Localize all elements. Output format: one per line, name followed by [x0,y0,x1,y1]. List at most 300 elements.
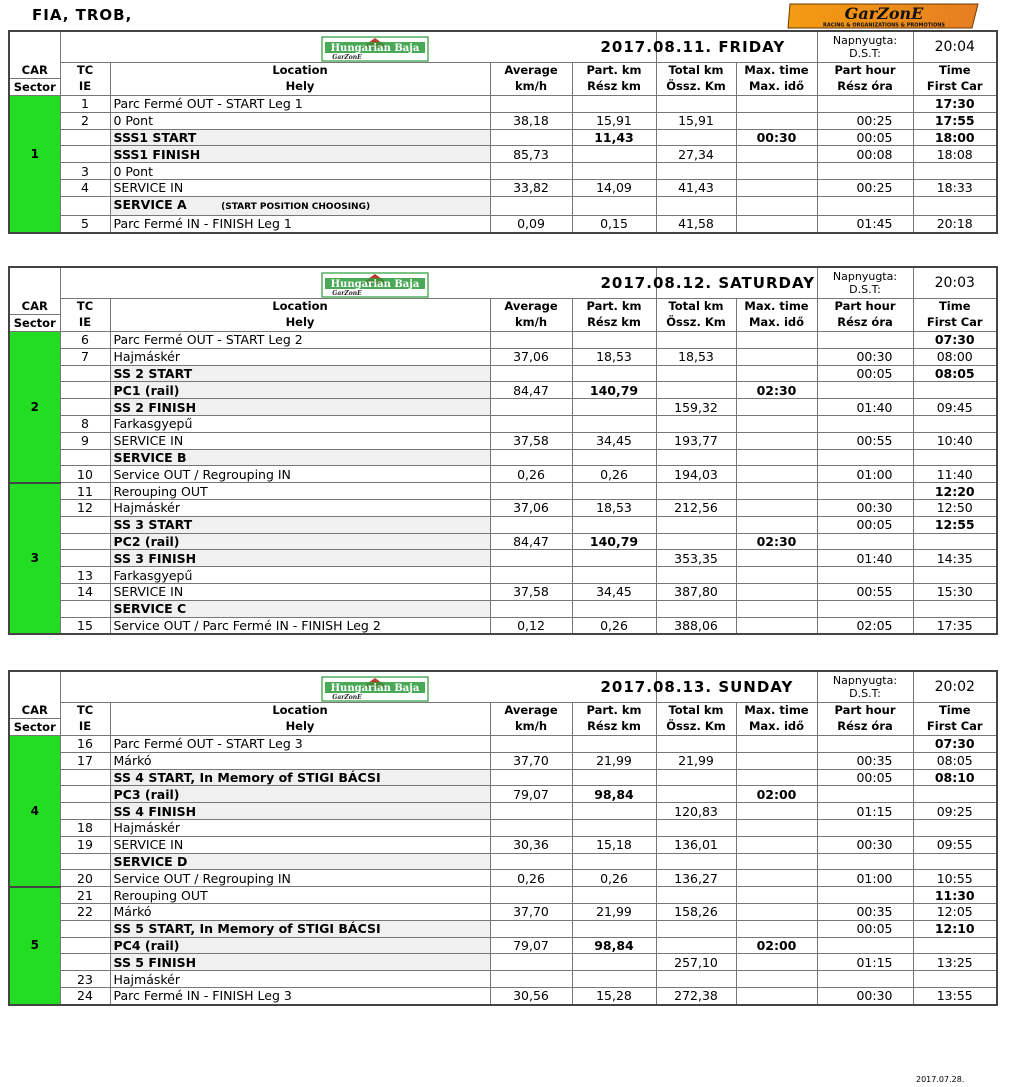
col-average: Average [490,63,572,79]
max-time-cell [736,365,817,382]
sector-cell [9,129,60,146]
total-km-cell: 120,83 [656,803,736,820]
max-time-cell [736,836,817,853]
max-time-cell [736,617,817,634]
table-row [9,112,997,129]
first-car-time-cell [913,533,997,550]
average-cell: 0,12 [490,617,572,634]
tc-cell: 5 [60,215,110,232]
total-km-cell: 212,56 [656,500,736,517]
hungarian-baja-logo [321,36,429,62]
max-time-cell [736,215,817,232]
table-row [9,937,997,954]
col-first-car: First Car [913,719,997,736]
first-car-time-cell: 12:05 [913,904,997,921]
part-hour-cell: 01:15 [817,954,913,971]
part-km-cell [572,600,656,617]
col-ossz-km: Össz. Km [656,315,736,332]
part-km-cell: 140,79 [572,382,656,399]
sector-cell [9,196,60,215]
average-cell: 37,06 [490,500,572,517]
tc-cell [60,365,110,382]
part-hour-cell: 00:05 [817,769,913,786]
average-cell [490,971,572,988]
col-max-time: Max. time [736,299,817,315]
col-ossz-km: Össz. Km [656,79,736,96]
sector-cell [9,567,60,584]
tc-cell: 23 [60,971,110,988]
part-hour-cell [817,96,913,113]
part-hour-cell: 00:05 [817,920,913,937]
average-cell [490,769,572,786]
table-row [9,786,997,803]
car-label: CAR [9,703,60,719]
sector-cell [9,483,60,500]
sector-cell [9,769,60,786]
max-time-cell [736,550,817,567]
tc-cell [60,769,110,786]
part-hour-cell [817,786,913,803]
col-kmh: km/h [490,315,572,332]
location-cell: SERVICE B [110,449,490,466]
col-part-km: Part. km [572,299,656,315]
average-cell: 84,47 [490,533,572,550]
logo-cell [60,31,656,63]
first-car-time-cell: 17:30 [913,96,997,113]
location-cell: Márkó [110,752,490,769]
tc-cell: 19 [60,836,110,853]
location-cell: Hajmáskér [110,820,490,837]
sunset-time: 20:04 [913,31,997,63]
part-hour-cell [817,483,913,500]
sector-label: Sector [9,719,60,736]
day-date: 2017.08.12. SATURDAY [656,267,817,299]
table-row [9,449,997,466]
part-hour-cell: 01:40 [817,550,913,567]
sector-cell [9,365,60,382]
max-time-cell [736,887,817,904]
part-km-cell [572,163,656,180]
total-km-cell [656,820,736,837]
tc-cell: 14 [60,584,110,601]
location-cell: SERVICE IN [110,836,490,853]
tc-cell [60,803,110,820]
tc-cell [60,129,110,146]
location-cell: SERVICE C [110,600,490,617]
part-km-cell: 140,79 [572,533,656,550]
sector-cell [9,600,60,617]
table-row [9,870,997,887]
first-car-time-cell [913,449,997,466]
col-ie: IE [60,79,110,96]
sector-cell [9,836,60,853]
first-car-time-cell: 07:30 [913,736,997,753]
average-cell: 0,26 [490,466,572,483]
location-cell: Hajmáskér [110,500,490,517]
tc-cell [60,196,110,215]
part-hour-cell: 00:30 [817,348,913,365]
svg-text:Hungarian Baja: Hungarian Baja [330,43,419,54]
location-cell: Parc Fermé IN - FINISH Leg 3 [110,988,490,1005]
location-cell: Service OUT / Regrouping IN [110,870,490,887]
table-row [9,382,997,399]
document-title: FIA, TROB, [32,6,133,24]
total-km-cell: 136,01 [656,836,736,853]
max-time-cell [736,96,817,113]
first-car-time-cell [913,196,997,215]
part-km-cell [572,550,656,567]
location-cell: SS 2 FINISH [110,399,490,416]
max-time-cell [736,348,817,365]
location-cell: Hajmáskér [110,348,490,365]
col-resz-km: Rész km [572,719,656,736]
svg-text:Hungarian Baja: Hungarian Baja [330,683,419,694]
part-hour-cell [817,163,913,180]
part-hour-cell: 00:35 [817,752,913,769]
average-cell [490,163,572,180]
average-cell: 84,47 [490,382,572,399]
max-time-cell [736,904,817,921]
max-time-cell [736,803,817,820]
location-cell: Parc Fermé OUT - START Leg 3 [110,736,490,753]
sector-cell: 4 [9,803,60,820]
average-cell: 30,36 [490,836,572,853]
location-cell: PC4 (rail) [110,937,490,954]
first-car-time-cell: 12:10 [913,920,997,937]
tc-cell: 17 [60,752,110,769]
sector-cell [9,163,60,180]
part-hour-cell: 00:35 [817,904,913,921]
part-hour-cell: 01:00 [817,466,913,483]
total-km-cell [656,96,736,113]
first-car-time-cell [913,163,997,180]
part-hour-cell: 00:25 [817,112,913,129]
location-cell: SSS1 START [110,129,490,146]
col-time: Time [913,63,997,79]
tc-cell [60,853,110,870]
average-cell [490,96,572,113]
tc-cell [60,937,110,954]
part-hour-cell: 00:08 [817,146,913,163]
col-part-hour: Part hour [817,63,913,79]
tc-cell: 18 [60,820,110,837]
tc-cell: 22 [60,904,110,921]
table-row [9,820,997,837]
total-km-cell [656,129,736,146]
location-cell: SS 3 START [110,516,490,533]
location-cell: Rerouping OUT [110,483,490,500]
location-cell: 0 Pont [110,163,490,180]
average-cell: 37,58 [490,584,572,601]
table-row [9,617,997,634]
sector-cell [9,752,60,769]
total-km-cell [656,483,736,500]
table-row [9,146,997,163]
first-car-time-cell: 08:05 [913,365,997,382]
average-cell: 79,07 [490,937,572,954]
hungarian-baja-logo [321,272,429,298]
part-hour-cell [817,533,913,550]
sector-cell [9,215,60,232]
first-car-time-cell: 10:55 [913,870,997,887]
car-header-cell [9,267,60,299]
col-part-hour: Part hour [817,703,913,719]
col-ie: IE [60,315,110,332]
max-time-cell [736,988,817,1005]
col-ossz-km: Össz. Km [656,719,736,736]
sector-cell [9,904,60,921]
tc-cell [60,382,110,399]
average-cell: 30,56 [490,988,572,1005]
sector-cell [9,533,60,550]
table-row [9,954,997,971]
first-car-time-cell [913,416,997,433]
part-km-cell: 0,26 [572,466,656,483]
col-tc: TC [60,63,110,79]
part-hour-cell: 00:30 [817,988,913,1005]
part-hour-cell: 01:40 [817,399,913,416]
table-row [9,516,997,533]
max-time-cell [736,500,817,517]
day-date: 2017.08.13. SUNDAY [656,671,817,703]
day-table-2 [8,266,996,635]
table-row [9,853,997,870]
table-row [9,769,997,786]
col-hely: Hely [110,315,490,332]
first-car-time-cell [913,786,997,803]
average-cell [490,416,572,433]
sector-cell: 2 [9,399,60,416]
first-car-time-cell: 09:55 [913,836,997,853]
day-date: 2017.08.11. FRIDAY [656,31,817,63]
part-hour-cell: 01:45 [817,215,913,232]
sector-cell [9,584,60,601]
sunset-label: Napnyugta: D.S.T: [817,31,913,63]
part-km-cell: 11,43 [572,129,656,146]
tc-cell [60,786,110,803]
part-km-cell: 34,45 [572,584,656,601]
first-car-time-cell: 08:10 [913,769,997,786]
max-time-cell: 00:30 [736,129,817,146]
location-cell: Hajmáskér [110,971,490,988]
svg-text:GarZonE: GarZonE [331,290,362,297]
average-cell: 37,06 [490,348,572,365]
table-row [9,365,997,382]
total-km-cell: 41,58 [656,215,736,232]
sunset-time: 20:02 [913,671,997,703]
total-km-cell: 18,53 [656,348,736,365]
table-row [9,163,997,180]
max-time-cell [736,920,817,937]
part-km-cell: 14,09 [572,180,656,197]
part-hour-cell: 00:30 [817,836,913,853]
tc-cell [60,516,110,533]
part-km-cell [572,736,656,753]
average-cell [490,399,572,416]
first-car-time-cell: 08:00 [913,348,997,365]
average-cell: 33,82 [490,180,572,197]
tc-cell: 16 [60,736,110,753]
sector-cell [9,853,60,870]
total-km-cell: 136,27 [656,870,736,887]
average-cell [490,736,572,753]
max-time-cell [736,196,817,215]
location-cell: SS 5 FINISH [110,954,490,971]
first-car-time-cell: 13:25 [913,954,997,971]
tc-cell [60,449,110,466]
location-cell: SERVICE A (START POSITION CHOOSING) [110,196,490,215]
part-km-cell [572,146,656,163]
part-km-cell [572,954,656,971]
sector-cell [9,786,60,803]
first-car-time-cell [913,382,997,399]
col-ie: IE [60,719,110,736]
total-km-cell: 387,80 [656,584,736,601]
part-km-cell: 98,84 [572,937,656,954]
max-time-cell [736,449,817,466]
location-cell: SS 4 START, In Memory of STIGI BÁCSI [110,769,490,786]
table-row [9,836,997,853]
part-hour-cell [817,736,913,753]
max-time-cell [736,432,817,449]
tc-cell: 13 [60,567,110,584]
location-cell: SS 3 FINISH [110,550,490,567]
max-time-cell [736,466,817,483]
part-hour-cell [817,820,913,837]
col-max-time: Max. time [736,703,817,719]
location-cell: SSS1 FINISH [110,146,490,163]
sector-cell [9,887,60,904]
part-km-cell [572,567,656,584]
total-km-cell [656,567,736,584]
average-cell [490,449,572,466]
total-km-cell [656,533,736,550]
part-hour-cell: 00:25 [817,180,913,197]
max-time-cell [736,600,817,617]
footer-date: 2017.07.28. [916,1075,965,1084]
tc-cell: 8 [60,416,110,433]
col-hely: Hely [110,719,490,736]
total-km-cell [656,786,736,803]
location-cell: PC2 (rail) [110,533,490,550]
tc-cell [60,146,110,163]
max-time-cell: 02:30 [736,382,817,399]
max-time-cell [736,146,817,163]
col-time: Time [913,299,997,315]
part-hour-cell: 01:15 [817,803,913,820]
car-label: CAR [9,63,60,79]
sector-cell [9,954,60,971]
total-km-cell [656,365,736,382]
first-car-time-cell: 18:33 [913,180,997,197]
location-cell: PC3 (rail) [110,786,490,803]
first-car-time-cell: 18:00 [913,129,997,146]
sector-cell: 3 [9,550,60,567]
sector-cell: 5 [9,937,60,954]
table-row [9,533,997,550]
part-km-cell [572,887,656,904]
sector-cell [9,466,60,483]
first-car-time-cell: 18:08 [913,146,997,163]
svg-text:GarZonE: GarZonE [331,694,362,701]
average-cell: 85,73 [490,146,572,163]
first-car-time-cell: 11:40 [913,466,997,483]
average-cell [490,887,572,904]
part-hour-cell: 00:05 [817,516,913,533]
car-header-cell [9,671,60,703]
max-time-cell [736,584,817,601]
total-km-cell: 15,91 [656,112,736,129]
total-km-cell [656,332,736,349]
sector-cell [9,736,60,753]
max-time-cell [736,870,817,887]
first-car-time-cell: 14:35 [913,550,997,567]
first-car-time-cell: 09:25 [913,803,997,820]
average-cell: 37,58 [490,432,572,449]
total-km-cell [656,887,736,904]
col-first-car: First Car [913,315,997,332]
part-km-cell: 18,53 [572,500,656,517]
location-cell: SS 2 START [110,365,490,382]
part-hour-cell [817,416,913,433]
max-time-cell [736,853,817,870]
part-km-cell: 0,15 [572,215,656,232]
table-row [9,483,997,500]
col-part-km: Part. km [572,63,656,79]
part-km-cell: 15,18 [572,836,656,853]
total-km-cell [656,196,736,215]
col-total-km: Total km [656,703,736,719]
table-row [9,129,997,146]
col-part-hour: Part hour [817,299,913,315]
sector-label: Sector [9,79,60,96]
first-car-time-cell [913,600,997,617]
table-row [9,584,997,601]
total-km-cell: 158,26 [656,904,736,921]
sector-cell [9,820,60,837]
table-row [9,416,997,433]
max-time-cell [736,820,817,837]
location-cell: Márkó [110,904,490,921]
part-km-cell [572,820,656,837]
total-km-cell: 388,06 [656,617,736,634]
max-time-cell: 02:30 [736,533,817,550]
day-table-1 [8,30,996,234]
first-car-time-cell: 17:35 [913,617,997,634]
max-time-cell: 02:00 [736,786,817,803]
table-row [9,752,997,769]
tc-cell [60,533,110,550]
sector-cell [9,382,60,399]
col-tc: TC [60,703,110,719]
col-time: Time [913,703,997,719]
total-km-cell [656,382,736,399]
average-cell: 37,70 [490,752,572,769]
average-cell [490,516,572,533]
location-cell: Parc Fermé OUT - START Leg 2 [110,332,490,349]
part-hour-cell [817,567,913,584]
part-km-cell [572,399,656,416]
col-resz-km: Rész km [572,315,656,332]
part-km-cell [572,365,656,382]
tc-cell: 24 [60,988,110,1005]
total-km-cell [656,516,736,533]
col-max-ido: Max. idő [736,315,817,332]
col-max-ido: Max. idő [736,719,817,736]
total-km-cell: 21,99 [656,752,736,769]
total-km-cell: 193,77 [656,432,736,449]
col-location: Location [110,63,490,79]
